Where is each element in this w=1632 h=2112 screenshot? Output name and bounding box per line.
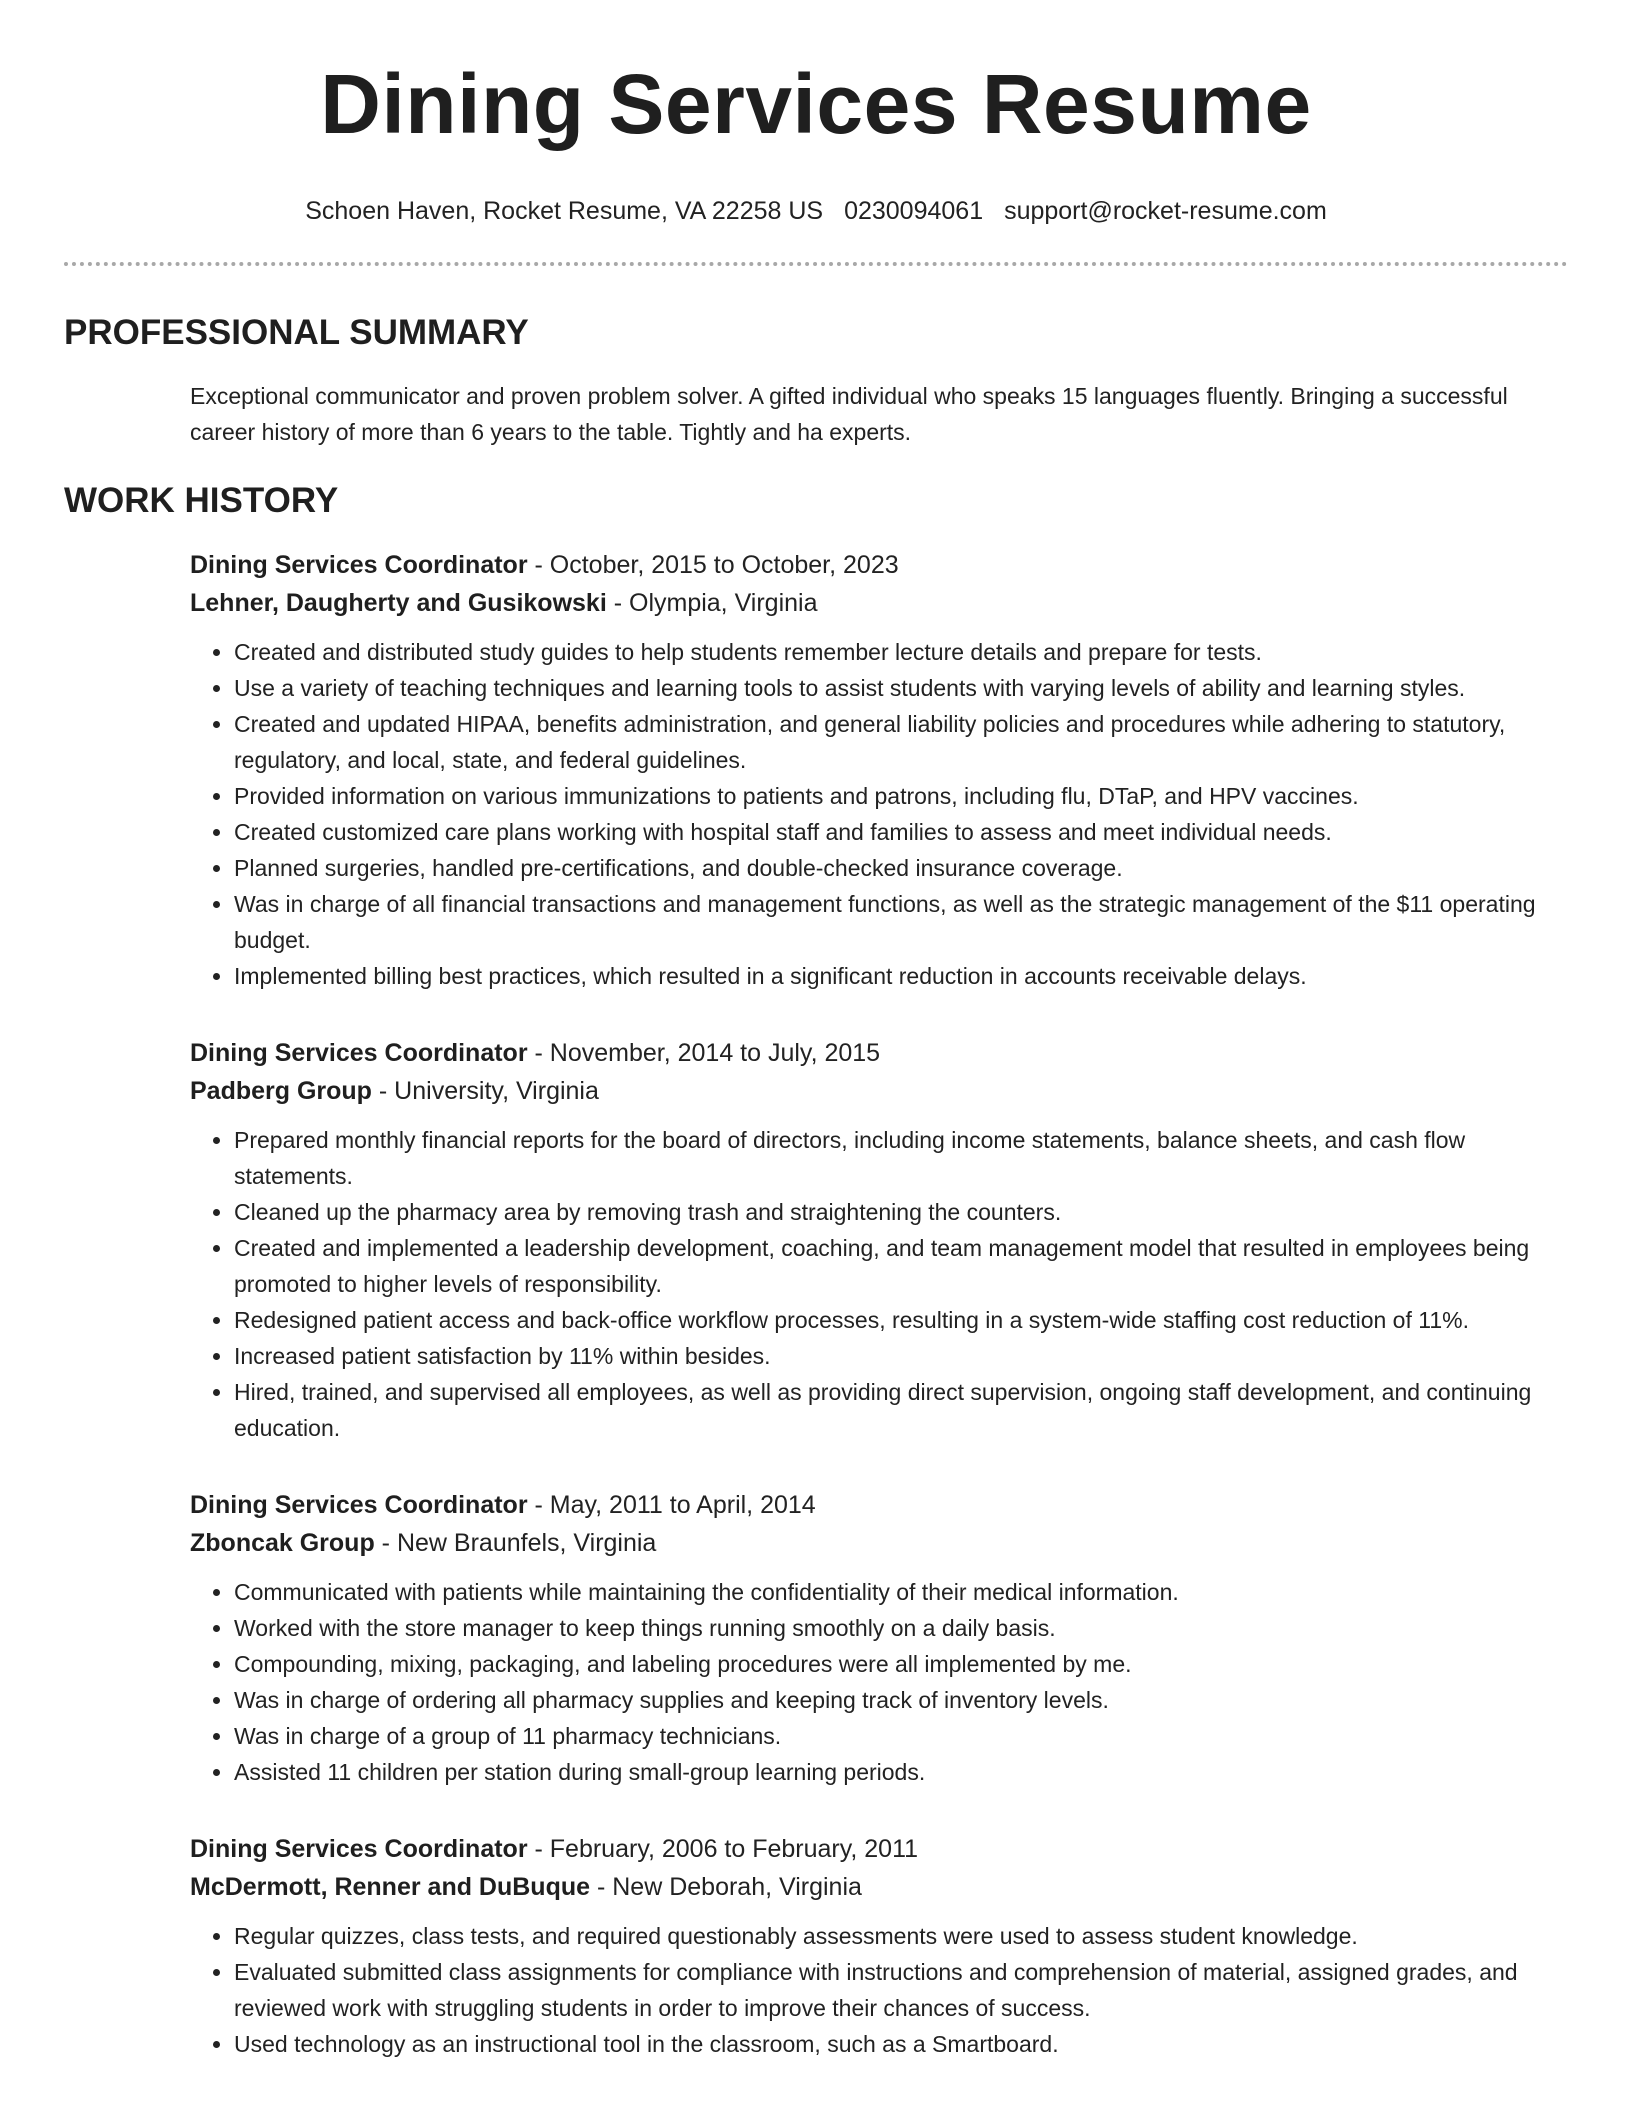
job-location: - New Deborah, Virginia — [590, 1873, 862, 1901]
job-bullets — [190, 634, 1568, 994]
contact-email: support@rocket-resume.com — [1004, 197, 1327, 225]
contact-address: Schoen Haven, Rocket Resume, VA 22258 US — [305, 197, 824, 225]
job-bullet: • Was in charge of ordering all pharmacy supplies and keeping track of inventory levels. — [234, 1682, 1568, 1718]
job-location: - New Braunfels, Virginia — [374, 1529, 657, 1557]
work-history-list — [190, 546, 1568, 2062]
job-bullet: • Created and updated HIPAA, benefits administration, and general liability policies and procedures while adhering to statutory, regulatory, and local, state, and federal guidelines. — [234, 706, 1568, 778]
job-bullets — [190, 1574, 1568, 1790]
job-bullet: • Was in charge of all financial transactions and management functions, as well as the strategic management of the $11 operating budget. — [234, 886, 1568, 958]
job-entry — [190, 1830, 1568, 2062]
job-company: Padberg Group — [190, 1077, 372, 1105]
header-divider — [64, 262, 1568, 266]
job-company: Zboncak Group — [190, 1529, 375, 1557]
job-bullet: • Compounding, mixing, packaging, and labeling procedures were all implemented by me. — [234, 1646, 1568, 1682]
work-history-heading: WORK HISTORY — [64, 481, 339, 520]
job-location: - University, Virginia — [371, 1077, 599, 1105]
job-bullet: • Use a variety of teaching techniques and learning tools to assist students with varying levels of ability and learning styles. — [234, 670, 1568, 706]
job-bullet: • Increased patient satisfaction by 11% within besides. — [234, 1338, 1568, 1374]
job-role-line — [190, 546, 1568, 584]
job-bullet: • Redesigned patient access and back-office workflow processes, resulting in a system-wide staffing cost reduction of 11%. — [234, 1302, 1568, 1338]
job-bullet: • Assisted 11 children per station during small-group learning periods. — [234, 1754, 1568, 1790]
job-bullet: • Regular quizzes, class tests, and required questionably assessments were used to assess student knowledge. — [234, 1918, 1568, 1954]
resume-page — [64, 0, 1568, 2062]
summary-heading: PROFESSIONAL SUMMARY — [64, 313, 529, 352]
job-company-line — [190, 1072, 1568, 1110]
job-company-line — [190, 1868, 1568, 1906]
job-role: Dining Services Coordinator — [190, 551, 528, 579]
summary-text: Exceptional communicator and proven problem solver. A gifted individual who speaks 15 languages fluently. Bringing a successful career history of more than 6 years to the table. Tightly and ha experts. — [190, 383, 1508, 445]
job-role-line — [190, 1486, 1568, 1524]
job-entry — [190, 1486, 1568, 1790]
job-bullet: • Was in charge of a group of 11 pharmacy technicians. — [234, 1718, 1568, 1754]
job-bullet: • Evaluated submitted class assignments for compliance with instructions and comprehension of material, assigned grades, and reviewed work with struggling students in order to improve their chances of success. — [234, 1954, 1568, 2026]
job-bullet: • Created customized care plans working with hospital staff and families to assess and meet individual needs. — [234, 814, 1568, 850]
job-dates: - May, 2011 to April, 2014 — [527, 1491, 816, 1519]
job-bullet: • Hired, trained, and supervised all employees, as well as providing direct supervision, ongoing staff development, and continuing education. — [234, 1374, 1568, 1446]
job-company-line — [190, 1524, 1568, 1562]
job-bullet: • Cleaned up the pharmacy area by removing trash and straightening the counters. — [234, 1194, 1568, 1230]
job-role: Dining Services Coordinator — [190, 1039, 528, 1067]
job-entry — [190, 1034, 1568, 1446]
job-role: Dining Services Coordinator — [190, 1491, 528, 1519]
job-entry — [190, 546, 1568, 994]
job-company: McDermott, Renner and DuBuque — [190, 1873, 591, 1901]
contact-line — [64, 196, 1568, 226]
job-bullet: • Provided information on various immunizations to patients and patrons, including flu, DTaP, and HPV vaccines. — [234, 778, 1568, 814]
job-bullet: • Communicated with patients while maintaining the confidentiality of their medical information. — [234, 1574, 1568, 1610]
job-bullet: • Planned surgeries, handled pre-certifications, and double-checked insurance coverage. — [234, 850, 1568, 886]
job-bullet: • Created and distributed study guides to help students remember lecture details and prepare for tests. — [234, 634, 1568, 670]
job-location: - Olympia, Virginia — [606, 589, 818, 617]
job-bullet: • Worked with the store manager to keep things running smoothly on a daily basis. — [234, 1610, 1568, 1646]
job-role: Dining Services Coordinator — [190, 1835, 528, 1863]
job-role-line — [190, 1830, 1568, 1868]
job-bullets — [190, 1918, 1568, 2062]
job-bullet: • Prepared monthly financial reports for the board of directors, including income statements, balance sheets, and cash flow statements. — [234, 1122, 1568, 1194]
job-bullets — [190, 1122, 1568, 1446]
job-dates: - February, 2006 to February, 2011 — [527, 1835, 919, 1863]
job-bullet: • Used technology as an instructional tool in the classroom, such as a Smartboard. — [234, 2026, 1568, 2062]
job-dates: - November, 2014 to July, 2015 — [527, 1039, 881, 1067]
job-bullet: • Created and implemented a leadership development, coaching, and team management model that resulted in employees being promoted to higher levels of responsibility. — [234, 1230, 1568, 1302]
contact-phone: 0230094061 — [844, 197, 984, 225]
resume-title: Dining Services Resume — [320, 57, 1312, 151]
job-role-line — [190, 1034, 1568, 1072]
job-bullet: • Implemented billing best practices, which resulted in a significant reduction in accounts receivable delays. — [234, 958, 1568, 994]
job-dates: - October, 2015 to October, 2023 — [527, 551, 899, 579]
job-company-line — [190, 584, 1568, 622]
job-company: Lehner, Daugherty and Gusikowski — [190, 589, 607, 617]
